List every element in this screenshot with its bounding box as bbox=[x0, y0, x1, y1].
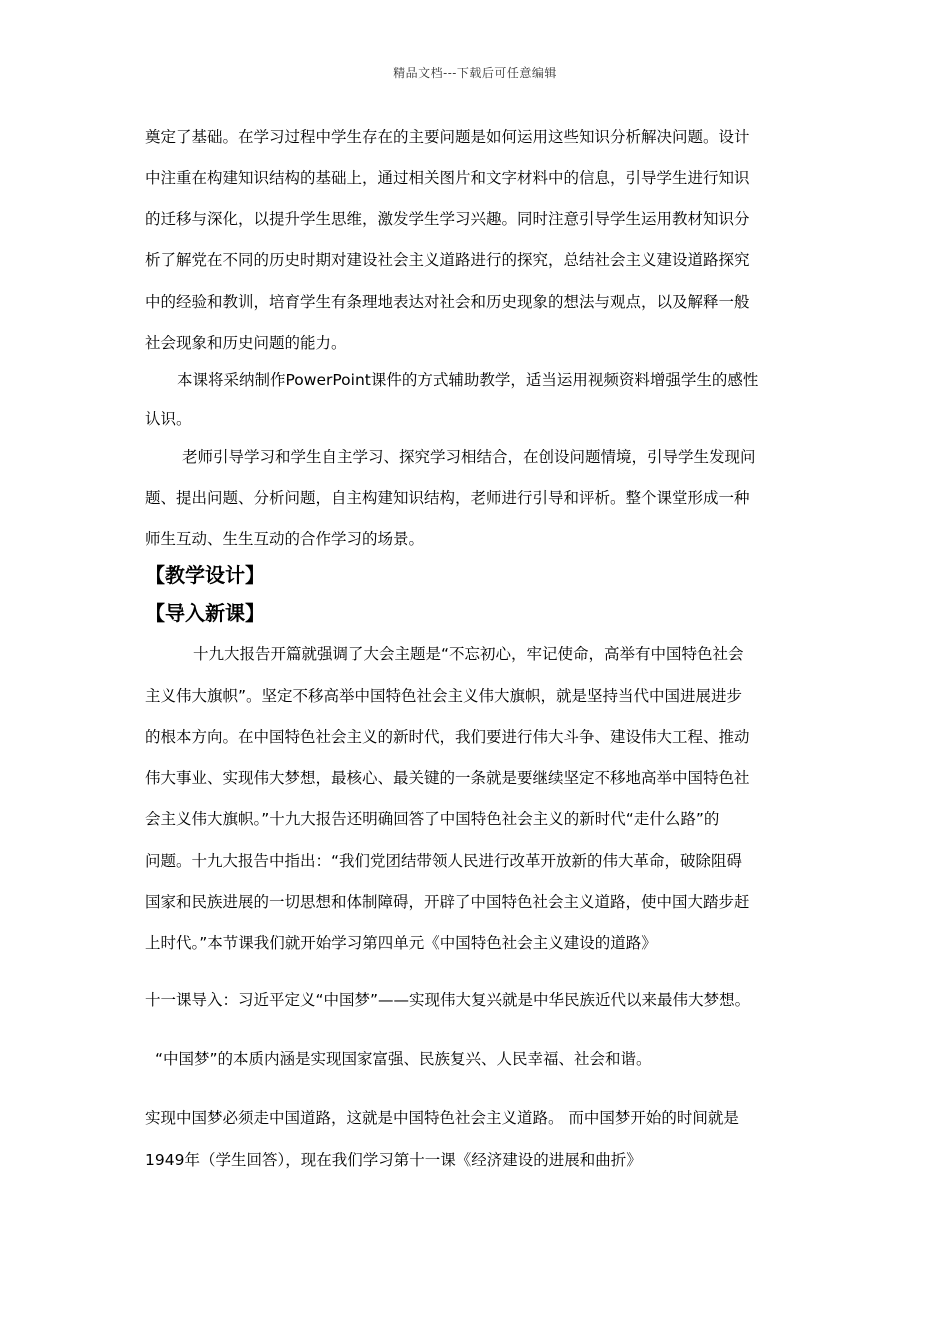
body-text-line: 老师引导学习和学生自主学习、探究学习相结合，在创设问题情境，引导学生发现问 bbox=[182, 448, 756, 466]
body-text-line: “中国梦”的本质内涵是实现国家富强、民族复兴、人民幸福、社会和谐。 bbox=[155, 1050, 652, 1068]
section-heading-intro-new-lesson: 【导入新课】 bbox=[145, 601, 265, 625]
body-text-line: 本课将采纳制作PowerPoint课件的方式辅助教学，适当运用视频资料增强学生的感性 bbox=[177, 371, 759, 389]
body-text-line: 问题。十九大报告中指出：“我们党团结带领人民进行改革开放新的伟大革命，破除阻碍 bbox=[145, 852, 743, 870]
body-text-line: 上时代。”本节课我们就开始学习第四单元《中国特色社会主义建设的道路》 bbox=[145, 934, 657, 952]
body-text-line: 会主义伟大旗帜。”十九大报告还明确回答了中国特色社会主义的新时代“走什么路”的 bbox=[145, 810, 720, 828]
body-text-line: 中注重在构建知识结构的基础上，通过相关图片和文字材料中的信息，引导学生进行知识 bbox=[145, 169, 750, 187]
body-text-line: 主义伟大旗帜”。坚定不移高举中国特色社会主义伟大旗帜，就是坚持当代中国进展进步 bbox=[145, 687, 743, 705]
body-text-line: 奠定了基础。在学习过程中学生存在的主要问题是如何运用这些知识分析解决问题。设计 bbox=[145, 128, 750, 146]
section-heading-teaching-design: 【教学设计】 bbox=[145, 563, 265, 587]
body-text-line: 国家和民族进展的一切思想和体制障碍，开辟了中国特色社会主义道路，使中国大踏步赶 bbox=[145, 893, 750, 911]
body-text-line: 伟大事业、实现伟大梦想，最核心、最关键的一条就是要继续坚定不移地高举中国特色社 bbox=[145, 769, 750, 787]
body-text-line: 实现中国梦必须走中国道路，这就是中国特色社会主义道路。 而中国梦开始的时间就是 bbox=[145, 1109, 739, 1127]
body-text-line: 认识。 bbox=[145, 410, 192, 428]
body-text-line: 析了解党在不同的历史时期对建设社会主义道路进行的探究，总结社会主义建设道路探究 bbox=[145, 251, 750, 269]
body-text-line: 的根本方向。在中国特色社会主义的新时代，我们要进行伟大斗争、建设伟大工程、推动 bbox=[145, 728, 750, 746]
body-text-line: 十九大报告开篇就强调了大会主题是“不忘初心，牢记使命，高举有中国特色社会 bbox=[193, 645, 744, 663]
body-text-line: 中的经验和教训，培育学生有条理地表达对社会和历史现象的想法与观点，以及解释一般 bbox=[145, 293, 750, 311]
body-text-line: 社会现象和历史问题的能力。 bbox=[145, 334, 347, 352]
body-text-line: 1949年（学生回答），现在我们学习第十一课《经济建设的进展和曲折》 bbox=[145, 1151, 642, 1169]
body-text-line: 师生互动、生生互动的合作学习的场景。 bbox=[145, 530, 425, 548]
page-header: 精品文档---下载后可任意编辑 bbox=[393, 66, 557, 80]
body-text-line: 十一课导入：习近平定义“中国梦”——实现伟大复兴就是中华民族近代以来最伟大梦想。 bbox=[145, 991, 751, 1009]
body-text-line: 题、提出问题、分析问题，自主构建知识结构，老师进行引导和评析。整个课堂形成一种 bbox=[145, 489, 750, 507]
body-text-line: 的迁移与深化，以提升学生思维，激发学生学习兴趣。同时注意引导学生运用教材知识分 bbox=[145, 210, 750, 228]
